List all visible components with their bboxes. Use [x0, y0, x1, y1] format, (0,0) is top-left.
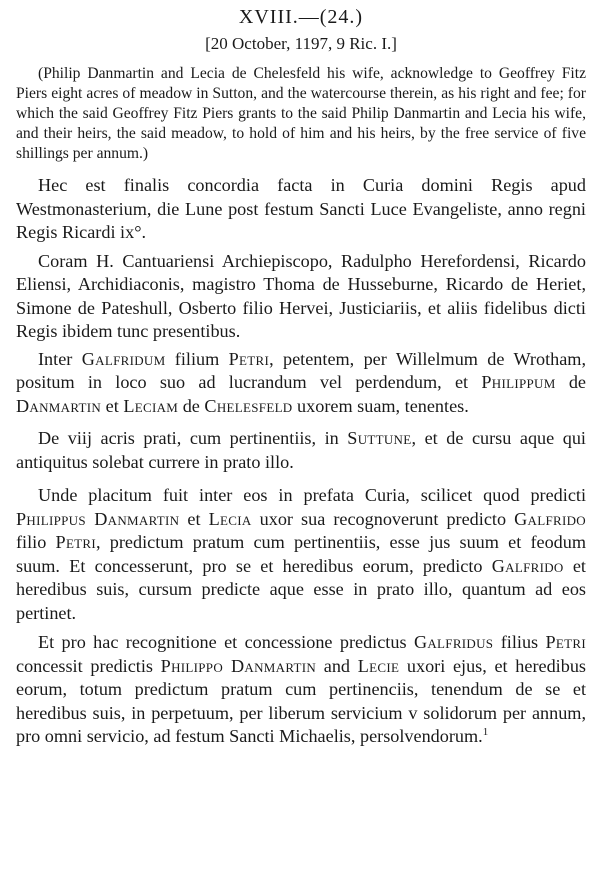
name-petri: Petri: [228, 348, 270, 369]
paragraph-concord: Hec est finalis concordia facta in Curia domini Regis apud Westmonasterium, die Lune post festum Sancti Luce Evangeliste, anno regni Regis Ricardi ix°.: [16, 175, 586, 242]
name-leciam: Leciam: [123, 395, 179, 416]
text-run: uxori ejus, et heredibus eorum, totum predictum pratum cum pertinenciis, tenendum de se et heredibus suis, in perpetuum, per liberum servicium v solidorum per annum, pro omni servicio, ad festum Sancti Michaelis, persolvendorum.: [16, 655, 586, 746]
name-philippo-danmartin: Philippo Danmartin: [160, 655, 317, 676]
text-run: , petentem, per Willelmum de Wrotham, positum in loco suo ad lucrandum vel perdendum, et: [16, 348, 586, 392]
paragraph-justices: Coram H. Cantuariensi Archiepiscopo, Radulpho Herefordensi, Ricardo Eliensi, Archidiaconis, magistro Thoma de Husseburne, Ricardo de Heriet, Simone de Pateshull, Osberto filio Hervei, Justiciariis, et aliis fidelibus dicti Regis ibidem tunc presentibus.: [16, 250, 586, 341]
text-run: et: [101, 395, 124, 416]
paragraph-parties: [16, 348, 586, 419]
name-galfridus: Galfridus: [413, 632, 494, 652]
text-run: uxor sua recognoverunt predicto: [251, 508, 515, 529]
text-run: filius: [493, 632, 546, 652]
text-run: , et de cursu aque qui antiquitus solebat currere in prato illo.: [16, 428, 586, 472]
text-run: Et pro hac recognitione et concessione predictus: [38, 632, 414, 652]
text-run: et heredibus suis, cursum predicte aque esse in prato illo, quantum ad eos pertinet.: [16, 555, 586, 623]
name-galfrido: Galfrido: [514, 508, 586, 529]
name-danmartin: Danmartin: [16, 395, 102, 416]
text-run: de: [178, 395, 205, 416]
text-run: filium: [165, 348, 229, 369]
name-petri: Petri: [55, 532, 97, 552]
date-line: [20 October, 1197, 9 Ric. I.]: [205, 34, 397, 53]
name-lecia: Lecia: [208, 508, 252, 529]
text-run: and: [316, 655, 358, 676]
name-galfridum: Galfridum: [81, 348, 166, 369]
name-galfrido: Galfrido: [491, 555, 564, 576]
text-run: concessit predictis: [16, 655, 161, 676]
name-philippus-danmartin: Philippus Danmartin: [16, 508, 180, 529]
text-run: filio: [16, 532, 56, 552]
document-heading: XVIII.—(24.): [238, 6, 364, 28]
text-run: Unde placitum fuit inter eos in prefata Curia, scilicet quod predicti: [38, 485, 586, 505]
name-suttune: Suttune: [347, 428, 412, 448]
text-run: De viij acris prati, cum pertinentiis, in: [38, 428, 348, 448]
text-run: de: [555, 372, 586, 392]
abstract-paragraph: (Philip Danmartin and Lecia de Chelesfeld his wife, acknowledge to Geoffrey Fitz Piers eight acres of meadow in Sutton, and the watercourse therein, as his right and fee; for which the said Geoffrey Fitz Piers grants to the said Philip Danmartin and Lecia his wife, and their heirs, the said meadow, to hold of him and his heirs, by the free service of five shillings per annum.): [16, 65, 586, 162]
name-chelesfeld: Chelesfeld: [204, 395, 293, 416]
text-run: , predictum pratum cum pertinentiis, esse jus suum et feodum suum. Et concesserunt, pro se et heredibus eorum, predicto: [16, 532, 587, 576]
text-run: Inter: [38, 348, 82, 369]
paragraph-grant: [16, 631, 586, 749]
name-petri: Petri: [545, 632, 587, 652]
text-run: uxorem suam, tenentes.: [292, 395, 469, 416]
paragraph-property: [16, 427, 586, 474]
footnote-marker[interactable]: 1: [482, 725, 489, 738]
name-philippum: Philippum: [481, 372, 556, 392]
name-lecie: Lecie: [357, 655, 400, 676]
text-run: et: [179, 508, 209, 529]
paragraph-plea: [16, 484, 586, 625]
